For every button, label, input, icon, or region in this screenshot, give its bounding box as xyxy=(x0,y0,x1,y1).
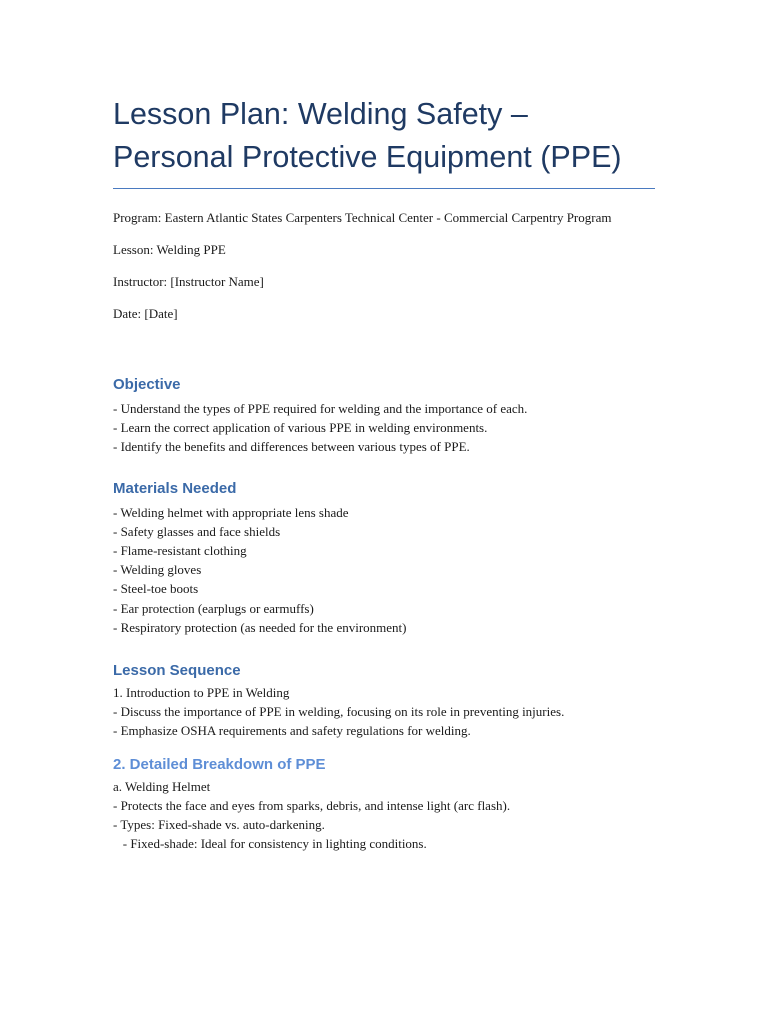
list-item: - Safety glasses and face shields xyxy=(113,523,281,539)
sequence-heading: Lesson Sequence xyxy=(113,662,241,680)
materials-heading: Materials Needed xyxy=(113,479,237,497)
list-item: - Ear protection (earplugs or earmuffs) xyxy=(113,600,314,616)
list-item: - Respiratory protection (as needed for the environment) xyxy=(113,619,407,635)
document-page xyxy=(113,0,655,853)
title-divider xyxy=(113,188,655,189)
list-item: - Discuss the importance of PPE in welding, focusing on its role in preventing injuries. xyxy=(113,704,565,720)
instructor-line: Instructor: [Instructor Name] xyxy=(113,274,264,289)
sequence-section xyxy=(113,661,655,741)
list-item: - Flame-resistant clothing xyxy=(113,543,247,559)
list-item: - Protects the face and eyes from sparks, debris, and intense light (arc flash). xyxy=(113,797,511,813)
objective-section xyxy=(113,375,655,457)
list-item: a. Welding Helmet xyxy=(113,778,211,794)
materials-section xyxy=(113,479,655,637)
list-item: - Types: Fixed-shade vs. auto-darkening. xyxy=(113,817,325,833)
program-line: Program: Eastern Atlantic States Carpenters Technical Center - Commercial Carpentry Program xyxy=(113,210,612,225)
list-item: - Emphasize OSHA requirements and safety regulations for welding. xyxy=(113,723,471,739)
breakdown-heading: 2. Detailed Breakdown of PPE xyxy=(113,755,326,773)
date-line: Date: [Date] xyxy=(113,306,178,321)
document-title: Lesson Plan: Welding Safety – Personal Protective Equipment (PPE) xyxy=(113,97,622,174)
breakdown-section xyxy=(113,755,655,854)
list-item: - Learn the correct application of various PPE in welding environments. xyxy=(113,420,488,436)
list-item: 1. Introduction to PPE in Welding xyxy=(113,685,290,701)
lesson-line: Lesson: Welding PPE xyxy=(113,242,226,257)
list-item: - Fixed-shade: Ideal for consistency in lighting conditions. xyxy=(113,836,427,852)
list-item: - Understand the types of PPE required for welding and the importance of each. xyxy=(113,401,528,416)
lesson-info xyxy=(113,209,655,323)
list-item: - Welding gloves xyxy=(113,562,202,578)
list-item: - Welding helmet with appropriate lens shade xyxy=(113,504,349,520)
objective-heading: Objective xyxy=(113,376,181,393)
list-item: - Steel-toe boots xyxy=(113,581,199,597)
list-item: - Identify the benefits and differences between various types of PPE. xyxy=(113,439,470,455)
